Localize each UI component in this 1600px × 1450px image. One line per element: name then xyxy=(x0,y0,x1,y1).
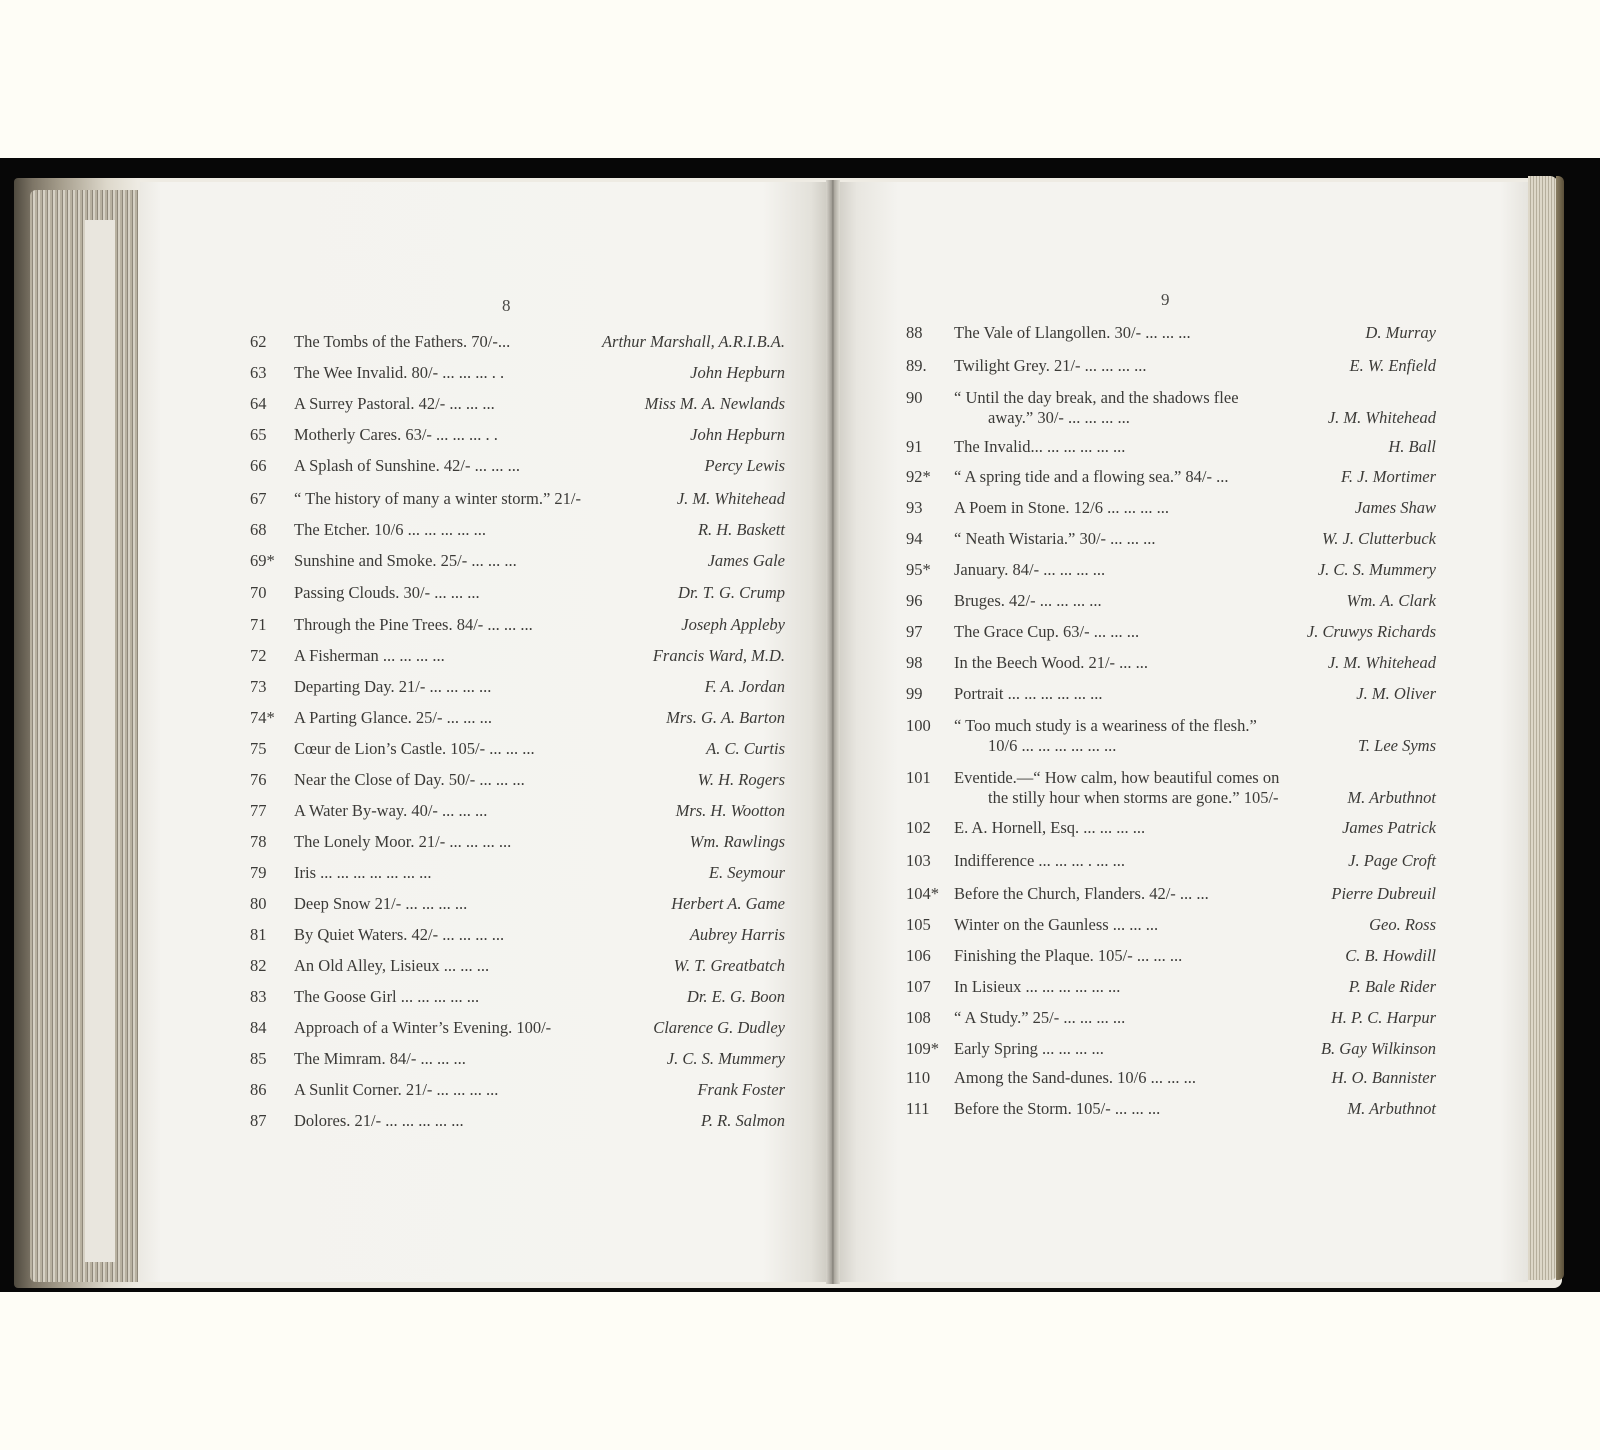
catalogue-entry xyxy=(906,946,1436,966)
catalogue-entry xyxy=(906,884,1436,904)
entry-title-continuation: the stilly hour when storms are gone.” 105/- xyxy=(988,788,1279,807)
catalogue-entry xyxy=(906,1008,1436,1028)
entry-artist: J. Cruwys Richards xyxy=(1306,622,1436,641)
catalogue-entry xyxy=(906,1039,1436,1059)
entry-title: Early Spring ... ... ... ... xyxy=(954,1039,1104,1058)
entry-artist: J. M. Oliver xyxy=(1356,684,1436,703)
catalogue-entry xyxy=(906,977,1436,997)
entry-number: 83 xyxy=(250,987,267,1006)
entry-artist: C. B. Howdill xyxy=(1345,946,1436,965)
entry-title: “ A spring tide and a flowing sea.” 84/- ... xyxy=(954,467,1229,486)
entry-artist: Joseph Appleby xyxy=(681,615,785,634)
entry-number: 70 xyxy=(250,583,267,602)
catalogue-entry xyxy=(250,956,785,976)
catalogue-entry xyxy=(906,323,1436,343)
catalogue-entry xyxy=(906,529,1436,549)
entry-title: The Etcher. 10/6 ... ... ... ... ... xyxy=(294,520,487,539)
entry-artist: J. M. Whitehead xyxy=(1327,653,1436,672)
entry-artist: F. J. Mortimer xyxy=(1340,467,1436,486)
page-number-left: 8 xyxy=(502,296,511,315)
entry-title: Motherly Cares. 63/- ... ... ... . . xyxy=(294,425,498,444)
entry-artist: P. R. Salmon xyxy=(700,1111,785,1130)
entry-title: “ Neath Wistaria.” 30/- ... ... ... xyxy=(954,529,1156,548)
entry-artist: J. M. Whitehead xyxy=(676,489,785,508)
catalogue-entry xyxy=(250,832,785,852)
left-page-edges xyxy=(30,190,138,1282)
entry-number: 67 xyxy=(250,489,267,508)
entry-artist: Percy Lewis xyxy=(704,456,785,475)
entry-title: Eventide.—“ How calm, how beautiful comes on xyxy=(954,768,1280,787)
catalogue-entry xyxy=(250,1049,785,1069)
entry-number: 93 xyxy=(906,498,923,517)
entry-number: 63 xyxy=(250,363,267,382)
catalogue-entry xyxy=(250,894,785,914)
right-page-edges xyxy=(1528,176,1558,1280)
entry-artist: P. Bale Rider xyxy=(1348,977,1436,996)
entry-title: A Water By-way. 40/- ... ... ... xyxy=(294,801,488,820)
catalogue-entry xyxy=(250,363,785,383)
catalogue-entry xyxy=(250,1080,785,1100)
entry-artist: James Shaw xyxy=(1354,498,1436,517)
entry-title-continuation: 10/6 ... ... ... ... ... ... xyxy=(988,736,1117,755)
entry-number: 62 xyxy=(250,332,267,351)
entry-title: A Fisherman ... ... ... ... xyxy=(294,646,445,665)
entry-number: 66 xyxy=(250,456,267,475)
catalogue-entry xyxy=(250,1018,785,1038)
entry-number: 82 xyxy=(250,956,267,975)
entry-title: Winter on the Gaunless ... ... ... xyxy=(954,915,1159,934)
entry-number: 90 xyxy=(906,388,923,407)
entry-artist: H. O. Bannister xyxy=(1331,1068,1436,1087)
entry-title: In Lisieux ... ... ... ... ... ... xyxy=(954,977,1121,996)
entry-title: In the Beech Wood. 21/- ... ... xyxy=(954,653,1149,672)
entry-title: Through the Pine Trees. 84/- ... ... ... xyxy=(294,615,533,634)
entry-artist: J. M. Whitehead xyxy=(1327,408,1436,427)
catalogue-entry xyxy=(906,1099,1436,1119)
entry-artist: W. J. Clutterbuck xyxy=(1322,529,1436,548)
entry-title: Bruges. 42/- ... ... ... ... xyxy=(954,591,1102,610)
entry-artist: James Patrick xyxy=(1342,818,1436,837)
entry-number: 107 xyxy=(906,977,931,996)
catalogue-entry xyxy=(250,925,785,945)
entry-artist: Wm. A. Clark xyxy=(1346,591,1436,610)
catalogue-entry xyxy=(906,591,1436,611)
entry-title: Cœur de Lion’s Castle. 105/- ... ... ... xyxy=(294,739,535,758)
catalogue-entry xyxy=(906,498,1436,518)
entry-title: “ A Study.” 25/- ... ... ... ... xyxy=(954,1008,1126,1027)
entry-artist: T. Lee Syms xyxy=(1357,736,1436,755)
entry-number: 106 xyxy=(906,946,931,965)
entry-number: 97 xyxy=(906,622,923,641)
entry-number: 69* xyxy=(250,551,275,570)
entry-number: 71 xyxy=(250,615,267,634)
entry-number: 102 xyxy=(906,818,931,837)
catalogue-entry xyxy=(250,615,785,635)
entry-artist: B. Gay Wilkinson xyxy=(1320,1039,1436,1058)
entry-number: 79 xyxy=(250,863,267,882)
catalogue-entry xyxy=(250,1111,785,1131)
entry-artist: H. P. C. Harpur xyxy=(1330,1008,1436,1027)
entry-artist: W. T. Greatbatch xyxy=(673,956,785,975)
entry-number: 103 xyxy=(906,851,931,870)
entry-title: “ Until the day break, and the shadows flee xyxy=(954,388,1239,407)
entry-title: The Wee Invalid. 80/- ... ... ... . . xyxy=(294,363,505,382)
entry-number: 99 xyxy=(906,684,923,703)
entry-title: “ The history of many a winter storm.” 21/- xyxy=(294,489,582,508)
entry-artist: James Gale xyxy=(707,551,785,570)
catalogue-entry xyxy=(250,739,785,759)
catalogue-entry xyxy=(906,915,1436,935)
entry-number: 108 xyxy=(906,1008,931,1027)
entry-number: 95* xyxy=(906,560,931,579)
catalogue-entry xyxy=(250,646,785,666)
catalogue-entry xyxy=(906,356,1436,376)
entry-number: 64 xyxy=(250,394,267,413)
entry-artist: D. Murray xyxy=(1365,323,1436,342)
entry-title: By Quiet Waters. 42/- ... ... ... ... xyxy=(294,925,505,944)
entry-artist: E. W. Enfield xyxy=(1349,356,1436,375)
entry-artist: J. Page Croft xyxy=(1348,851,1436,870)
entry-title: A Poem in Stone. 12/6 ... ... ... ... xyxy=(954,498,1169,517)
entry-title: “ Too much study is a weariness of the flesh.” xyxy=(954,716,1257,735)
catalogue-entry xyxy=(250,520,785,540)
entry-number: 89. xyxy=(906,356,927,375)
entry-title: Finishing the Plaque. 105/- ... ... ... xyxy=(954,946,1183,965)
catalogue-entry xyxy=(250,770,785,790)
catalogue-entry xyxy=(250,456,785,476)
entry-number: 84 xyxy=(250,1018,267,1037)
catalogue-entry xyxy=(250,394,785,414)
entry-title: The Vale of Llangollen. 30/- ... ... ... xyxy=(954,323,1191,342)
entry-number: 87 xyxy=(250,1111,267,1130)
entry-title: The Mimram. 84/- ... ... ... xyxy=(294,1049,466,1068)
catalogue-entry xyxy=(250,987,785,1007)
entry-artist: Francis Ward, M.D. xyxy=(652,646,785,665)
entry-title: January. 84/- ... ... ... ... xyxy=(954,560,1106,579)
entry-artist: Arthur Marshall, A.R.I.B.A. xyxy=(601,332,785,351)
entry-number: 72 xyxy=(250,646,267,665)
entry-number: 76 xyxy=(250,770,267,789)
entry-artist: M. Arbuthnot xyxy=(1347,1099,1436,1118)
entry-title-continuation: away.” 30/- ... ... ... ... xyxy=(988,408,1130,427)
entry-number: 91 xyxy=(906,437,923,456)
entry-artist: Dr. E. G. Boon xyxy=(686,987,785,1006)
entry-number: 109* xyxy=(906,1039,939,1058)
entry-number: 80 xyxy=(250,894,267,913)
entry-artist: Dr. T. G. Crump xyxy=(678,583,785,602)
entry-title: The Invalid... ... ... ... ... ... xyxy=(954,437,1126,456)
entry-artist: John Hepburn xyxy=(690,363,785,382)
entry-number: 75 xyxy=(250,739,267,758)
catalogue-entry xyxy=(250,551,785,571)
entry-artist: F. A. Jordan xyxy=(704,677,785,696)
catalogue-entry xyxy=(906,467,1436,487)
entry-artist: Aubrey Harris xyxy=(689,925,785,944)
catalogue-entry xyxy=(906,851,1436,871)
entry-title: Portrait ... ... ... ... ... ... xyxy=(954,684,1103,703)
entry-artist: M. Arbuthnot xyxy=(1347,788,1436,807)
catalogue-entry xyxy=(906,768,1436,808)
entry-title: Indifference ... ... ... . ... ... xyxy=(954,851,1126,870)
catalogue-entry xyxy=(906,560,1436,580)
catalogue-entry xyxy=(250,801,785,821)
entry-title: Before the Storm. 105/- ... ... ... xyxy=(954,1099,1161,1118)
catalogue-entry xyxy=(250,425,785,445)
entry-artist: W. H. Rogers xyxy=(697,770,785,789)
entry-number: 104* xyxy=(906,884,939,903)
catalogue-entry xyxy=(906,388,1436,428)
catalogue-entry xyxy=(250,332,785,352)
entry-title: Near the Close of Day. 50/- ... ... ... xyxy=(294,770,525,789)
entry-title: The Grace Cup. 63/- ... ... ... xyxy=(954,622,1140,641)
catalogue-entry xyxy=(250,708,785,728)
entry-artist: J. C. S. Mummery xyxy=(666,1049,785,1068)
entry-number: 65 xyxy=(250,425,267,444)
entry-title: Passing Clouds. 30/- ... ... ... xyxy=(294,583,480,602)
catalogue-entry xyxy=(906,622,1436,642)
entry-artist: Clarence G. Dudley xyxy=(653,1018,785,1037)
entry-title: A Sunlit Corner. 21/- ... ... ... ... xyxy=(294,1080,499,1099)
entry-number: 94 xyxy=(906,529,923,548)
entry-title: Before the Church, Flanders. 42/- ... ... xyxy=(954,884,1209,903)
entry-title: The Tombs of the Fathers. 70/-... xyxy=(294,332,511,351)
catalogue-entry xyxy=(906,716,1436,756)
entry-artist: Pierre Dubreuil xyxy=(1331,884,1436,903)
entry-title: Deep Snow 21/- ... ... ... ... xyxy=(294,894,468,913)
entry-number: 68 xyxy=(250,520,267,539)
entry-artist: Mrs. G. A. Barton xyxy=(666,708,785,727)
catalogue-entry xyxy=(906,437,1436,457)
catalogue-entry xyxy=(906,818,1436,838)
entry-artist: Mrs. H. Wootton xyxy=(675,801,785,820)
entry-artist: Herbert A. Game xyxy=(671,894,785,913)
entry-number: 111 xyxy=(906,1099,930,1118)
entry-title: Approach of a Winter’s Evening. 100/- xyxy=(294,1018,552,1037)
entry-number: 85 xyxy=(250,1049,267,1068)
catalogue-entry xyxy=(250,863,785,883)
entry-artist: R. H. Baskett xyxy=(697,520,785,539)
entry-title: A Surrey Pastoral. 42/- ... ... ... xyxy=(294,394,495,413)
catalogue-entry xyxy=(250,583,785,603)
entry-title: A Parting Glance. 25/- ... ... ... xyxy=(294,708,492,727)
entry-number: 98 xyxy=(906,653,923,672)
entry-artist: E. Seymour xyxy=(708,863,785,882)
entry-number: 78 xyxy=(250,832,267,851)
catalogue-entry xyxy=(250,489,785,509)
entry-title: The Goose Girl ... ... ... ... ... xyxy=(294,987,480,1006)
entry-title: Twilight Grey. 21/- ... ... ... ... xyxy=(954,356,1147,375)
entry-title: E. A. Hornell, Esq. ... ... ... ... xyxy=(954,818,1146,837)
entry-artist: A. C. Curtis xyxy=(706,739,785,758)
entry-number: 101 xyxy=(906,768,931,787)
entry-number: 100 xyxy=(906,716,931,735)
entry-artist: Frank Foster xyxy=(697,1080,785,1099)
entry-number: 77 xyxy=(250,801,267,820)
entry-title: Sunshine and Smoke. 25/- ... ... ... xyxy=(294,551,517,570)
entry-title: Iris ... ... ... ... ... ... ... xyxy=(294,863,432,882)
entry-number: 110 xyxy=(906,1068,931,1087)
entry-artist: J. C. S. Mummery xyxy=(1317,560,1436,579)
entry-artist: Geo. Ross xyxy=(1369,915,1436,934)
entry-artist: Miss M. A. Newlands xyxy=(644,394,785,413)
book-gutter xyxy=(826,180,840,1284)
entry-title: Among the Sand-dunes. 10/6 ... ... ... xyxy=(954,1068,1196,1087)
entry-title: Departing Day. 21/- ... ... ... ... xyxy=(294,677,492,696)
entry-number: 96 xyxy=(906,591,923,610)
catalogue-entry xyxy=(250,677,785,697)
entry-title: The Lonely Moor. 21/- ... ... ... ... xyxy=(294,832,512,851)
entry-number: 73 xyxy=(250,677,267,696)
entry-artist: John Hepburn xyxy=(690,425,785,444)
entry-title: A Splash of Sunshine. 42/- ... ... ... xyxy=(294,456,520,475)
entry-artist: Wm. Rawlings xyxy=(689,832,785,851)
entry-title: Dolores. 21/- ... ... ... ... ... xyxy=(294,1111,464,1130)
catalogue-entry xyxy=(906,653,1436,673)
catalogue-entry xyxy=(906,684,1436,704)
entry-number: 105 xyxy=(906,915,931,934)
entry-number: 74* xyxy=(250,708,275,727)
entry-number: 92* xyxy=(906,467,931,486)
entry-number: 86 xyxy=(250,1080,267,1099)
entry-number: 81 xyxy=(250,925,267,944)
entry-title: An Old Alley, Lisieux ... ... ... xyxy=(294,956,490,975)
catalogue-entry xyxy=(906,1068,1436,1088)
entry-artist: H. Ball xyxy=(1388,437,1436,456)
page-number-right: 9 xyxy=(1161,290,1170,309)
entry-number: 88 xyxy=(906,323,923,342)
